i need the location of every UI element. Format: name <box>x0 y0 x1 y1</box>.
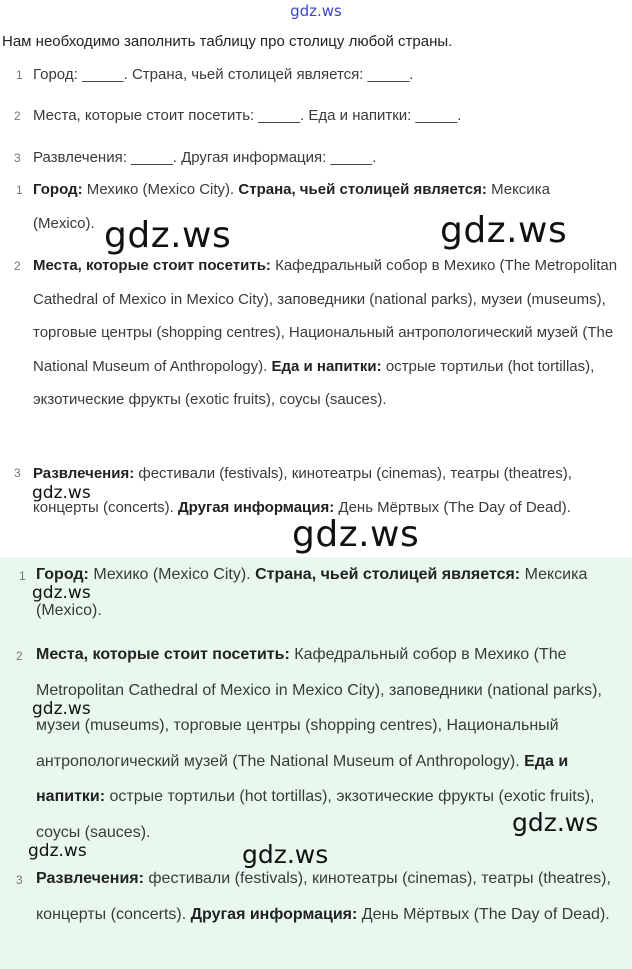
fun-label: Развлечения: <box>36 870 144 887</box>
places-label: Места, которые стоит посетить: <box>36 646 290 663</box>
watermark: gdz.ws <box>28 841 87 861</box>
watermark: gdz.ws <box>242 840 329 869</box>
food-label: Еда и напитки: <box>36 752 569 805</box>
list-number: 3 <box>14 466 21 480</box>
list-number: 1 <box>19 569 26 583</box>
places-value: Кафедральный собор в Мехико (The Metropolitan Cathedral of Mexico in Mexico City), заповедники (national parks), музеи (museums), торговые центры (shopping centres), Национальный антропологический музей (The National Museum of Anthropology). <box>36 646 602 770</box>
food-value: острые тортильи (hot tortillas), экзотические фрукты (exotic fruits), соусы (sauces). <box>36 788 595 841</box>
other-value: День Мёртвых (The Day of Dead). <box>334 498 571 516</box>
answer-panel-green <box>0 557 632 969</box>
country-label: Страна, чьей столицей является: <box>255 566 521 583</box>
food-value: острые тортильи (hot tortillas), экзотические фрукты (exotic fruits), соусы (sauces). <box>33 357 595 408</box>
country-value: Мексика (Mexico). <box>33 181 550 232</box>
fun-value: фестивали (festivals), кинотеатры (cinemas), театры (theatres), концерты (concerts). <box>33 465 572 516</box>
list-number: 2 <box>14 109 21 123</box>
country-value: Мексика (Mexico). <box>36 566 588 619</box>
watermark: gdz.ws <box>32 699 91 719</box>
list-number: 1 <box>16 68 23 82</box>
places-label: Места, которые стоит посетить: <box>33 257 271 274</box>
city-value: Мехико (Mexico City). <box>88 566 256 583</box>
list-number: 2 <box>16 649 23 663</box>
answer-item-fun <box>36 861 611 932</box>
fun-value: фестивали (festivals), кинотеатры (cinemas), театры (theatres), концерты (concerts). <box>36 870 611 923</box>
watermark: gdz.ws <box>292 514 420 555</box>
other-label: Другая информация: <box>177 498 335 516</box>
list-number: 3 <box>16 873 23 887</box>
watermark: gdz.ws <box>440 210 568 251</box>
places-value: Кафедральный собор в Мехико (The Metropolitan Cathedral of Mexico in Mexico City), заповедники (national parks), музеи (museums), торговые центры (shopping centres), Национальный антропологический музей (The National Museum of Anthropology). <box>33 257 618 375</box>
fun-label: Развлечения: <box>33 465 135 482</box>
top-watermark: gdz.ws <box>290 2 342 20</box>
watermark: gdz.ws <box>512 808 599 837</box>
country-label: Страна, чьей столицей является: <box>238 181 487 198</box>
template-line: Развлечения: _____. Другая информация: _____. <box>33 149 377 166</box>
other-value: День Мёртвых (The Day of Dead). <box>357 905 610 923</box>
watermark: gdz.ws <box>32 583 91 603</box>
city-label: Город: <box>36 566 89 583</box>
intro-text: Нам необходимо заполнить таблицу про столицу любой страны. <box>2 33 453 50</box>
city-value: Мехико (Mexico City). <box>82 181 239 198</box>
answer-item-places <box>33 249 628 417</box>
answer-item-city <box>36 557 596 628</box>
list-number: 3 <box>14 151 21 165</box>
template-line: Места, которые стоит посетить: _____. Еда и напитки: _____. <box>33 107 462 124</box>
watermark: gdz.ws <box>32 483 91 503</box>
template-line: Город: _____. Страна, чьей столицей является: _____. <box>33 66 414 83</box>
watermark: gdz.ws <box>104 215 232 256</box>
list-number: 1 <box>16 183 23 197</box>
list-number: 2 <box>14 259 21 273</box>
city-label: Город: <box>33 181 83 198</box>
food-label: Еда и напитки: <box>271 357 382 375</box>
other-label: Другая информация: <box>190 905 358 923</box>
